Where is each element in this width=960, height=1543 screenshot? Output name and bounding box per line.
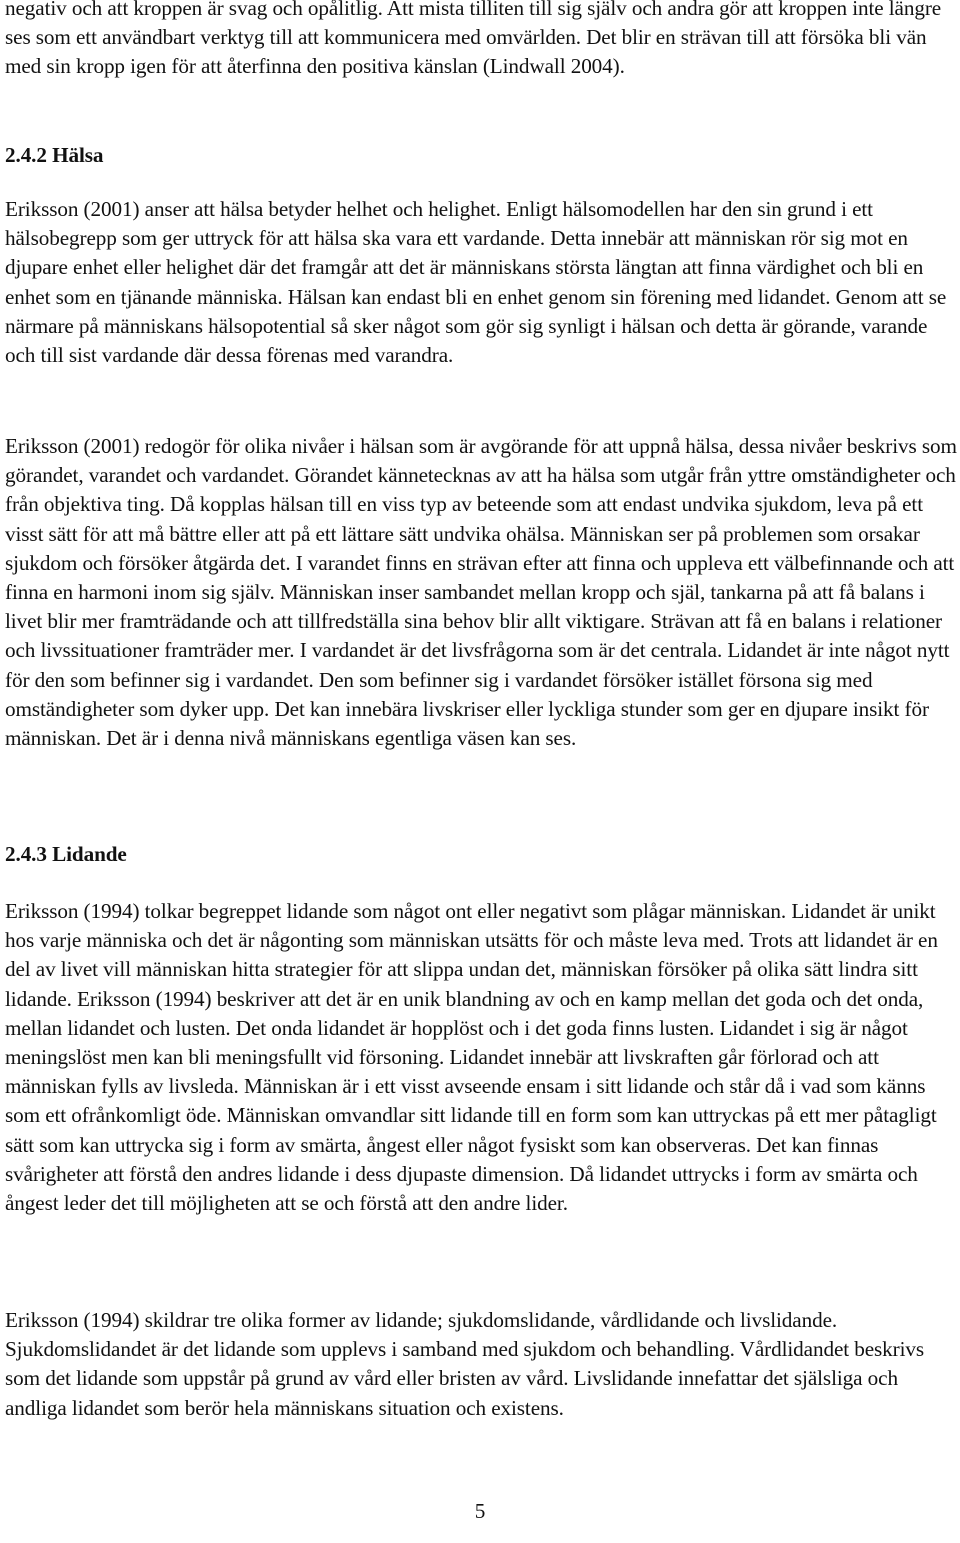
- section-heading-lidande: 2.4.3 Lidande: [5, 842, 127, 866]
- halsa-paragraph-1: Eriksson (2001) anser att hälsa betyder helhet och helighet. Enligt hälsomodellen har den sin grund i ett hälsobegrepp som ger uttryck för att hälsa ska vara ett vardande. Detta innebär att människan rör sig mot en djupare enhet eller helighet där det framgår att det är människans största längtan att finna värdighet och bli en enhet som en tjänande människa. Hälsan kan endast bli en enhet genom sin förening med lidandet. Genom att se närmare på människans hälsopotential så sker något som gör sig synligt i hälsan och detta är görande, varande och till sist vardande där dessa förenas med varandra.: [5, 197, 947, 368]
- page-number: 5: [474, 1499, 486, 1523]
- intro-paragraph: negativ och att kroppen är svag och opålitlig. Att mista tilliten till sig själv och andra gör att kroppen inte längre ses som ett användbart verktyg till att kommunicera med omvärlden. Det blir en strävan till att försöka bli vän med sin kropp igen för att återfinna den positiva känslan (Lindwall 2004).: [5, 0, 942, 79]
- halsa-paragraph-2: Eriksson (2001) redogör för olika nivåer i hälsan som är avgörande för att uppnå hälsa, dessa nivåer beskrivs som görandet, varandet och vardandet. Görandet kännetecknas av att ha hälsa som utgår från yttre omständigheter och från objektiva ting. Då kopplas hälsan till en viss typ av beteende som att endast undvika sjukdom, leva på ett visst sätt för att må bättre eller att på ett lättare sätt undvika ohälsa. Människan ser på problemen som orsakar sjukdom och försöker åtgärda det. I varandet finns en strävan efter att finna och uppleva ett välbefinnande och att finna en harmoni inom sig själv. Människan inser sambandet mellan kropp och själ, tankarna på att få balans i livet blir mer framträdande och att tillfredställa sina behov blir allt viktigare. Strävan att få en balans i relationer och livssituationer framträder mer. I vardandet är det livsfrågorna som är det centrala. Lidandet är inte något nytt för den som befinner sig i vardandet. Den som befinner sig i vardandet försöker istället försona sig med omständigheter som dyker upp. Det kan innebära livskriser eller lyckliga stunder som ger en djupare insikt för människan. Det är i denna nivå människans egentliga väsen kan ses.: [5, 434, 957, 751]
- lidande-paragraph-2: Eriksson (1994) skildrar tre olika former av lidande; sjukdomslidande, vårdlidande och livslidande. Sjukdomslidandet är det lidande som upplevs i samband med sjukdom och behandling. Vårdlidandet beskrivs som det lidande som uppstår på grund av vård eller bristen av vård. Livslidande innefattar det själsliga och andliga lidandet som berör hela människans situation och existens.: [5, 1308, 925, 1420]
- section-heading-halsa: 2.4.2 Hälsa: [5, 143, 104, 167]
- lidande-paragraph-1: Eriksson (1994) tolkar begreppet lidande som något ont eller negativt som plågar människan. Lidandet är unikt hos varje människa och det är någonting som människan utsätts för och måste leva med. Trots att lidandet är en del av livet vill människan hitta strategier för att slippa undan det, människan försöker på olika sätt lindra sitt lidande. Eriksson (1994) beskriver att det är en unik blandning av och en kamp mellan det goda och det onda, mellan lidandet och lusten. Det onda lidandet är hopplöst och i det goda finns lusten. Lidandet i sig är något meningslöst men kan bli meningsfullt vid försoning. Lidandet innebär att livskraften går förlorad och att människan fylls av livsleda. Människan är i ett visst avseende ensam i sitt lidande och står då i vad som känns som ett ofrånkomligt öde. Människan omvandlar sitt lidande till en form som kan uttryckas på ett mer påtagligt sätt som kan uttrycka sig i form av smärta, ångest eller något fysiskt som kan observeras. Det kan finnas svårigheter att förstå den andres lidande i dess djupaste dimension. Då lidandet uttrycks i form av smärta och ångest leder det till möjligheten att se och förstå att den andre lider.: [5, 899, 938, 1216]
